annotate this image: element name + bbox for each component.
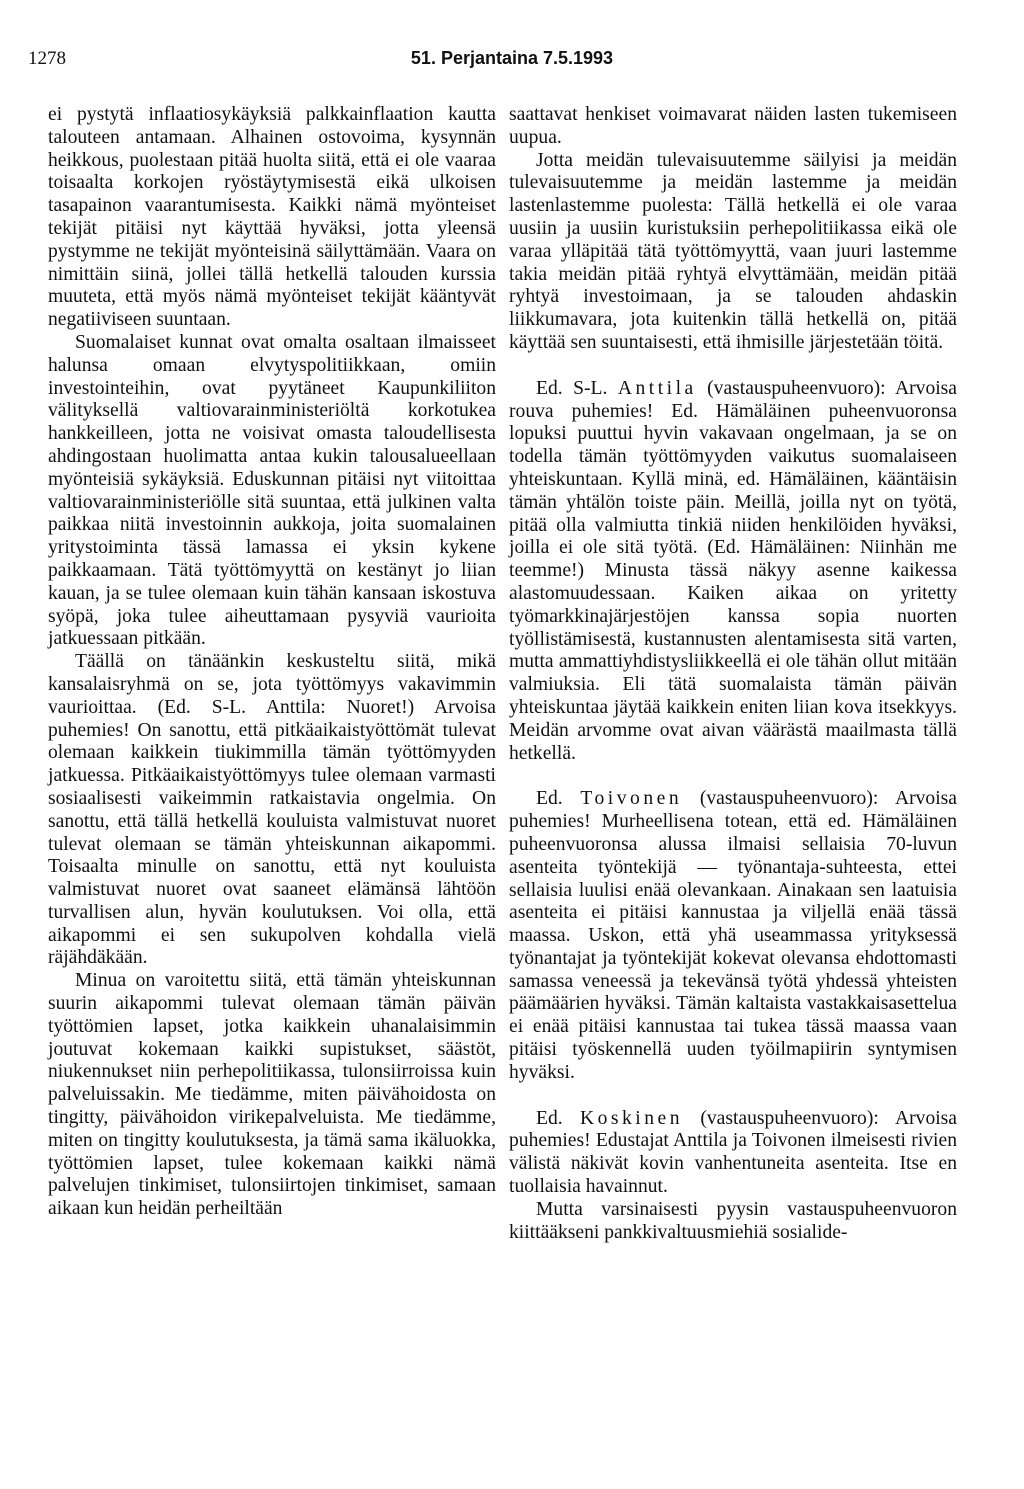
speech-prefix: Ed.: [536, 1107, 580, 1129]
right-column: [509, 104, 957, 1244]
paragraph: Minua on varoitettu siitä, että tämän yhteiskunnan suurin aikapommi tulevat olemaan tämän päivän työttömien lapset, jotka kaikkein uhanalaisimmin joutuvat kokemaan kaikki supistukset, säästöt, niukennukset niin perhepolitiikassa, tulonsiirroissa kuin palveluissakin. Me tiedämme, miten päivähoidosta on tingitty, päivähoidon virikepalveluista. Me tiedämme, miten on tingitty koulutuksesta, ja tämä sama ikäluokka, työttömien lapset, tulee kokemaan kaikki nämä palvelujen tinkimiset, tulonsiirtojen tinkimiset, samaan aikaan kun heidän perheiltään: [48, 970, 496, 1220]
speech-text: (vastauspuheenvuoro): Arvoisa rouva puhemies! Ed. Hämäläinen puheenvuoronsa lopuksi puuttui hyvin vakavaan ongelmaan, ja se on todella tämän työttömyyden vaikutus suomalaiseen yhteiskuntaan. Kyllä minä, ed. Hämäläinen, kääntäisin tämän yhtälön toiste päin. Meillä, joilla nyt on työtä, pitää olla valmiutta tinkiä niiden henkilöiden hyväksi, joilla ei ole sitä työtä. (Ed. Hämäläinen: Niinhän me teemme!) Minusta tässä näkyy asenne kaikessa alastomuudessaan. Kaiken aikaa on yritetty työmarkkinajärjestöjen kanssa sopia nuorten työllistämisestä, kustannusten alentamisesta sitä varten, mutta ammattiyhdistysliikkeellä ei ole tähän ollut mitään valmiuksia. Eli tätä suomalaista tämän päivän yhteiskuntaa jäytää kaikkein eniten liian kova itsekkyys. Meidän arvomme ovat aivan väärästä maailmasta tällä hetkellä.: [509, 377, 958, 764]
paragraph: Mutta varsinaisesti pyysin vastauspuheenvuoron kiittääkseni pankkivaltuusmiehiä sosialide-: [509, 1198, 957, 1243]
speaker-name: Koskinen: [579, 1107, 684, 1129]
page-header: [28, 48, 996, 78]
paragraph: ei pystytä inflaatiosykäyksiä palkkainflaation kautta talouteen antamaan. Alhainen ostovoima, kysynnän heikkous, puolestaan pitää huolta siitä, että ei ole vaaraa toisaalta korkojen ryöstäytymisestä eikä ulkoisen tasapainon vaarantumisesta. Kaikki nämä myönteiset tekijät pitäisi nyt käyttää hyväksi, jotta yleensä pystymme ne tekijät myönteisinä säilyttämään. Vaara on nimittäin siinä, jollei tällä hetkellä talouden kurssia muuteta, että myös nämä myönteiset tekijät kääntyvät negatiiviseen suuntaan.: [48, 104, 496, 331]
session-title: 51. Perjantaina 7.5.1993: [410, 48, 614, 68]
speech-toivonen: [509, 788, 957, 1084]
speech-text: (vastauspuheenvuoro): Arvoisa puhemies! Murheellisena totean, että ed. Hämäläinen puheenvuoronsa alussa ilmaisi sellaisia 70-luvun asenteita työntekijä — työnantaja-suhteesta, ettei sellaisia luulisi enää olevankaan. Ainakaan sen laatuisia asenteita ei pitäisi kannustaa ja viljellä enää tässä maassa. Uskon, että yhä useammassa yrityksessä työnantajat ja työntekijät kokevat olevansa ehdottomasti samassa veneessä ja tekevänsä työtä yhdessä yhteisten päämäärien hyväksi. Tämän kaltaista vastakkaisasettelua ei enää pitäisi kannustaa tai tukea tässä maassa vaan pitäisi työskennellä uuden työilmapiirin syntymisen hyväksi.: [509, 788, 957, 1083]
speaker-name: Anttila: [617, 377, 697, 399]
paragraph: Täällä on tänäänkin keskusteltu siitä, mikä kansalaisryhmä on se, jota työttömyys vakavimmin vaurioittaa. (Ed. S-L. Anttila: Nuoret!) Arvoisa puhemies! On sanottu, että pitkäaikaistyöttömät tulevat olemaan kaikkein tiukimmilla tämän työttömyyden jatkuessa. Pitkäaikaistyöttömyys tulee olemaan varmasti sosiaalisesti vaikeimmin ratkaistavia ongelmia. On sanottu, että tällä hetkellä kouluista valmistuvat nuoret tulevat olemaan se tämän yhteiskunnan aikapommi. Toisaalta minulle on sanottu, että nyt kouluista valmistuvat nuoret ovat saaneet elämänsä lähtöön turvallisen alun, hyvän koulutuksen. Voi olla, että aikapommi ei sen sukupolven kohdalla vielä räjähdäkään.: [48, 651, 496, 969]
page-number: 1278: [28, 48, 66, 69]
speech-prefix: Ed.: [536, 788, 581, 810]
speaker-name: Toivonen: [580, 788, 683, 810]
speech-text: (vastauspuheenvuoro): Arvoisa puhemies! Edustajat Anttila ja Toivonen ilmeisesti rivien välistä näkivät kovin vanhentuneita asenteita. Itse en tuollaisia havainnut.: [509, 1107, 958, 1198]
speech-koskinen: [509, 1108, 957, 1199]
paragraph: Suomalaiset kunnat ovat omalta osaltaan ilmaisseet halunsa omaan elvytyspolitiikkaan, omiin investointeihin, ovat pyytäneet Kaupunkiliiton välityksellä valtiovarainministeriöltä korkotukea hankkeilleen, jotta ne voisivat omasta taloudellisesta ahdingostaan huolimatta antaa kukin talousalueellaan myönteisiä sykäyksiä. Eduskunnan pitäisi nyt viitoittaa valtiovarainministeriölle sitä suuntaa, että julkinen valta paikkaa niitä investoinnin aukkoja, joita suomalainen yritystoiminta tässä lamassa ei yksin kykene paikkaamaan. Tätä työttömyyttä on kestänyt jo liian kauan, ja se tulee olemaan kuin tähän kansaan iskostuva syöpä, joka tulee aiheuttamaan pysyviä vaurioita jatkuessaan pitkään.: [48, 331, 496, 650]
left-column: [48, 104, 496, 1221]
paragraph: saattavat henkiset voimavarat näiden lasten tukemiseen uupua.: [509, 104, 957, 148]
paragraph: Jotta meidän tulevaisuutemme säilyisi ja meidän tulevaisuutemme ja meidän lastemme ja meidän lastenlastemme puolesta: Tällä hetkellä ei ole varaa uusiin ja uusiin kuristuksiin perhepolitiikassa eikä ole varaa ylläpitää tätä työttömyyttä, vaan juuri lastemme takia meidän pitää ryhtyä elvyttämään, meidän pitää ryhtyä investoimaan, ja se talouden ahdaskin liikkumavara, jota kuitenkin tällä hetkellä on, pitää käyttää sen suuntaisesti, että ihmisille järjestetään töitä.: [509, 149, 957, 353]
speech-anttila: [509, 378, 957, 766]
speech-prefix: Ed. S-L.: [536, 377, 618, 399]
